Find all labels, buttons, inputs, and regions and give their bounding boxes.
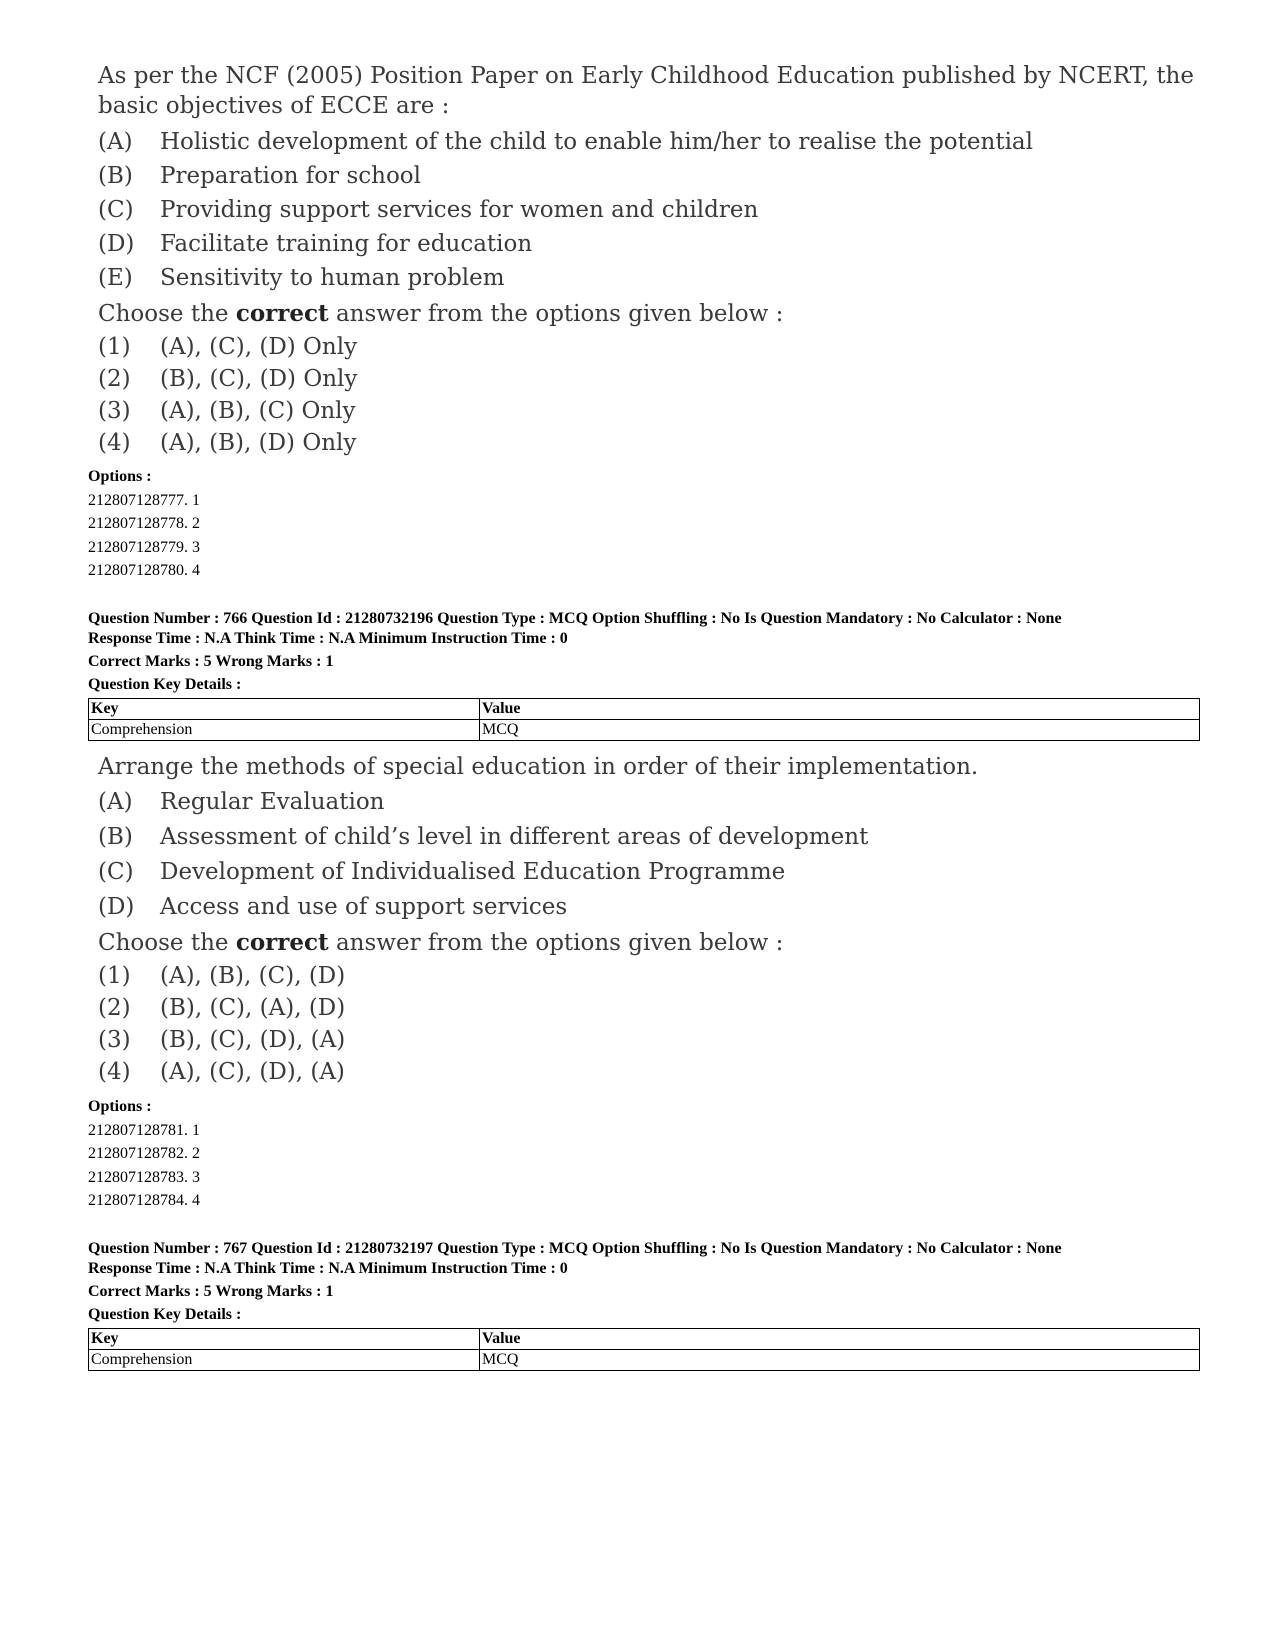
statement-label: (D) [98,231,135,257]
marks-info: Correct Marks : 5 Wrong Marks : 1 [88,1283,334,1300]
question-info: Question Number : 767 Question Id : 21280732197 Question Type : MCQ Option Shuffling : No Is Question Mandatory : No Calculator : None [88,1240,1062,1257]
key-value-table-766 [88,698,1200,741]
key-cell: Comprehension [89,720,480,741]
answer-label: (2) [98,995,131,1021]
table-row [89,720,1200,741]
question-766-image [98,750,1208,1088]
value-cell: MCQ [480,1350,1200,1371]
stem-line: Arrange the methods of special education in order of their implementation. [98,754,979,780]
key-header: Key [89,1329,480,1350]
statement-list [98,125,1208,295]
question-info: Question Number : 766 Question Id : 21280732196 Question Type : MCQ Option Shuffling : No Is Question Mandatory : No Calculator : None [88,610,1062,627]
statement-text: Assessment of child’s level in different areas of development [160,823,869,850]
option-id: 212807128779. 3 [88,538,200,556]
key-value-table-767 [88,1328,1200,1371]
answer-list [98,331,1208,459]
answer-item [98,960,1208,992]
answer-item [98,992,1208,1024]
table-header-row [89,699,1200,720]
stem-line: basic objectives of ECCE are : [98,93,450,119]
marks-info: Correct Marks : 5 Wrong Marks : 1 [88,653,334,670]
key-header: Key [89,699,480,720]
question-765-image [98,61,1208,459]
answer-item [98,395,1208,427]
answer-item [98,363,1208,395]
choose-pre: Choose the [98,301,236,327]
key-details-heading: Question Key Details : [88,1306,242,1323]
table-row [89,1350,1200,1371]
statement-text: Access and use of support services [160,893,568,920]
options-heading: Options : [88,1098,152,1115]
options-block-765 [88,465,200,583]
answer-text: (A), (B), (C) Only [160,398,356,424]
statement-item [98,784,1208,819]
statement-text: Providing support services for women and children [160,197,759,223]
options-heading: Options : [88,468,152,485]
option-id: 212807128783. 3 [88,1168,200,1186]
key-cell: Comprehension [89,1350,480,1371]
statement-text: Development of Individualised Education Programme [160,858,786,885]
question-stem [98,61,1208,121]
statement-item [98,819,1208,854]
timing-info: Response Time : N.A Think Time : N.A Minimum Instruction Time : 0 [88,630,568,647]
statement-label: (B) [98,823,133,850]
answer-list [98,960,1208,1088]
statement-text: Preparation for school [160,163,422,189]
option-id: 212807128781. 1 [88,1121,200,1139]
value-header: Value [480,1329,1200,1350]
answer-label: (3) [98,1027,131,1053]
statement-item [98,125,1208,159]
option-id: 212807128778. 2 [88,515,200,532]
statement-label: (B) [98,163,133,189]
key-details-heading: Question Key Details : [88,676,242,693]
answer-text: (A), (C), (D) Only [160,334,358,360]
answer-label: (1) [98,334,131,360]
statement-label: (D) [98,893,135,920]
choose-bold: correct [235,929,329,956]
answer-item [98,1056,1208,1088]
answer-text: (A), (C), (D), (A) [160,1059,345,1085]
question-header-766 [88,609,1062,695]
answer-item [98,1024,1208,1056]
option-id: 212807128782. 2 [88,1145,200,1162]
statement-item [98,261,1208,295]
option-id: 212807128780. 4 [88,562,200,579]
statement-label: (E) [98,265,133,291]
statement-label: (A) [98,788,133,815]
statement-item [98,193,1208,227]
statement-label: (A) [98,129,133,155]
answer-text: (B), (C), (D) Only [160,366,358,392]
choose-instruction [98,926,1208,960]
answer-label: (1) [98,963,131,989]
statement-item [98,227,1208,261]
statement-text: Regular Evaluation [160,788,385,815]
answer-label: (3) [98,398,131,424]
stem-line: As per the NCF (2005) Position Paper on Early Childhood Education published by NCERT, the [98,63,1194,89]
choose-post: answer from the options given below : [328,930,784,956]
question-stem [98,750,1208,784]
option-id: 212807128777. 1 [88,491,200,509]
answer-text: (A), (B), (D) Only [160,430,357,456]
answer-label: (2) [98,366,131,392]
question-header-767 [88,1239,1062,1325]
statement-item [98,159,1208,193]
value-header: Value [480,699,1200,720]
statement-text: Sensitivity to human problem [160,265,505,291]
statement-item [98,854,1208,889]
choose-post: answer from the options given below : [328,301,784,327]
statement-label: (C) [98,197,134,223]
answer-text: (B), (C), (A), (D) [160,995,346,1021]
timing-info: Response Time : N.A Think Time : N.A Minimum Instruction Time : 0 [88,1260,568,1277]
option-id: 212807128784. 4 [88,1192,200,1209]
choose-bold: correct [235,300,329,327]
options-block-766 [88,1095,200,1213]
answer-text: (B), (C), (D), (A) [160,1027,346,1053]
statement-label: (C) [98,858,134,885]
answer-item [98,331,1208,363]
answer-label: (4) [98,430,131,456]
answer-item [98,427,1208,459]
statement-text: Facilitate training for education [160,231,533,257]
choose-instruction [98,297,1208,331]
answer-label: (4) [98,1059,131,1085]
value-cell: MCQ [480,720,1200,741]
choose-pre: Choose the [98,930,236,956]
table-header-row [89,1329,1200,1350]
statement-text: Holistic development of the child to enable him/her to realise the potential [160,129,1033,155]
statement-item [98,889,1208,924]
answer-text: (A), (B), (C), (D) [160,963,346,989]
statement-list [98,784,1208,924]
